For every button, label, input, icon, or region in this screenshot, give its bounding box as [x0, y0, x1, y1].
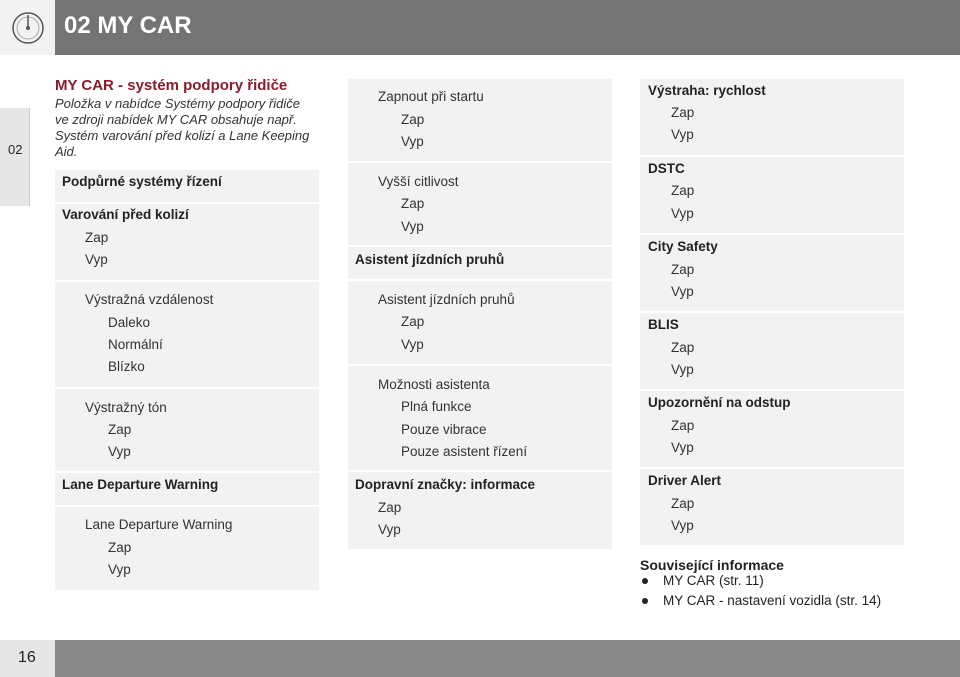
menu-option: Pouze asistent řízení: [401, 444, 528, 459]
divider: [348, 161, 612, 163]
menu-item: Zapnout při startu: [378, 89, 484, 104]
section-title: MY CAR - systém podpory řidiče: [55, 77, 288, 94]
chapter-tab: [0, 108, 30, 206]
divider: [348, 470, 612, 472]
menu-heading: DSTC: [648, 161, 685, 176]
divider: [348, 279, 612, 281]
menu-option: Zap: [671, 262, 695, 277]
menu-option: Zap: [108, 540, 132, 555]
menu-heading: Upozornění na odstup: [648, 395, 791, 410]
menu-heading: Výstraha: rychlost: [648, 83, 766, 98]
chapter-tab-label: 02: [8, 142, 23, 157]
menu-option: Zap: [378, 500, 402, 515]
menu-option: Zap: [108, 422, 132, 437]
menu-option: Vyp: [401, 219, 424, 234]
menu-heading: BLIS: [648, 317, 679, 332]
menu-option: Vyp: [671, 284, 694, 299]
menu-item: Výstražná vzdálenost: [85, 292, 214, 307]
menu-heading: City Safety: [648, 239, 718, 254]
divider: [640, 467, 904, 469]
menu-heading: Lane Departure Warning: [62, 477, 219, 492]
menu-heading: Asistent jízdních pruhů: [355, 252, 505, 267]
menu-option: Zap: [401, 314, 425, 329]
footer-bar: [55, 640, 960, 677]
group-title: Podpůrné systémy řízení: [62, 174, 222, 189]
menu-option: Vyp: [671, 206, 694, 221]
section-description: Položka v nabídce Systémy podpory řidiče ve zdroji nabídek MY CAR obsahuje např. Systém varování před kolizí a Lane Keeping Aid.: [55, 96, 310, 159]
menu-option: Vyp: [671, 362, 694, 377]
page-number: 16: [18, 649, 36, 666]
menu-option: Zap: [671, 496, 695, 511]
menu-item: Asistent jízdních pruhů: [378, 292, 515, 307]
divider: [348, 364, 612, 366]
menu-item: Lane Departure Warning: [85, 517, 233, 532]
divider: [55, 387, 319, 389]
divider: [55, 505, 319, 507]
menu-item: Vyšší citlivost: [378, 174, 459, 189]
menu-option: Zap: [671, 105, 695, 120]
divider: [640, 155, 904, 157]
divider: [640, 233, 904, 235]
menu-option: Vyp: [401, 134, 424, 149]
menu-option: Vyp: [108, 444, 131, 459]
menu-option: Plná funkce: [401, 399, 472, 414]
related-title: Související informace: [640, 557, 784, 573]
menu-option: Zap: [401, 196, 425, 211]
menu-option: Pouze vibrace: [401, 422, 487, 437]
divider: [348, 245, 612, 247]
menu-option: Daleko: [108, 315, 151, 330]
divider: [640, 389, 904, 391]
menu-option: Zap: [85, 230, 109, 245]
header-icon-area: [0, 0, 55, 55]
page-title: 02 MY CAR: [64, 12, 192, 39]
menu-option: Normální: [108, 337, 163, 352]
bullet-icon: [642, 598, 648, 604]
related-link[interactable]: MY CAR (str. 11): [663, 573, 764, 588]
menu-option: Vyp: [401, 337, 424, 352]
related-link[interactable]: MY CAR - nastavení vozidla (str. 14): [663, 593, 882, 608]
menu-option: Zap: [671, 340, 695, 355]
divider: [55, 280, 319, 282]
menu-option: Blízko: [108, 359, 145, 374]
menu-heading: Varování před kolizí: [62, 207, 189, 222]
menu-heading: Driver Alert: [648, 473, 722, 488]
menu-option: Vyp: [671, 127, 694, 142]
menu-option: Vyp: [108, 562, 131, 577]
divider: [640, 311, 904, 313]
menu-option: Vyp: [85, 252, 108, 267]
bullet-icon: [642, 578, 648, 584]
menu-item: Možnosti asistenta: [378, 377, 490, 392]
menu-option: Vyp: [378, 522, 401, 537]
menu-option: Zap: [401, 112, 425, 127]
menu-option: Vyp: [671, 518, 694, 533]
menu-option: Vyp: [671, 440, 694, 455]
menu-option: Zap: [671, 418, 695, 433]
divider: [55, 202, 319, 204]
menu-item: Výstražný tón: [85, 400, 167, 415]
menu-option: Zap: [671, 183, 695, 198]
gauge-icon: [10, 10, 46, 46]
divider: [55, 471, 319, 473]
menu-heading: Dopravní značky: informace: [355, 477, 536, 492]
